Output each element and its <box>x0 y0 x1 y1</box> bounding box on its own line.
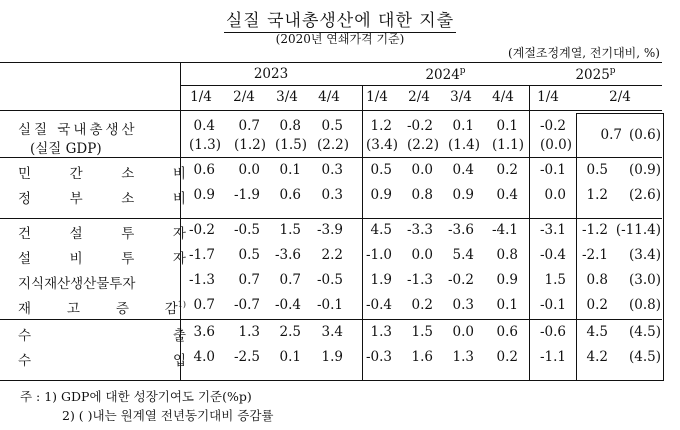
latest-quarter-box <box>576 113 664 381</box>
row-value: 0.9 <box>452 187 474 203</box>
row-value: 4.5 <box>370 222 392 238</box>
row-label-char: 설 <box>69 226 83 242</box>
row-value: 0.7 <box>193 297 215 313</box>
row-value: -2.5 <box>233 349 260 365</box>
row-value: 0.2 <box>496 349 518 365</box>
quarter-header: 3/4 <box>276 89 298 105</box>
row-yoy: (4.5) <box>628 349 661 365</box>
row-value: -0.4 <box>274 297 301 313</box>
footnote: 2) ( )내는 원계열 전년동기대비 증감률 <box>62 408 274 423</box>
row-label <box>18 247 186 267</box>
gdp-value: -0.2 <box>406 118 433 134</box>
row-label <box>18 222 186 242</box>
gdp-value: 0.7 <box>600 127 622 143</box>
table-rule <box>0 218 662 219</box>
table-rule <box>0 62 662 63</box>
row-value: 1.9 <box>370 272 392 288</box>
row-value: 2.5 <box>279 324 301 340</box>
row-label: 지식재산생산물투자 <box>18 276 136 292</box>
table-title: 실질 국내총생산에 대한 지출 <box>225 11 455 31</box>
row-value: -2.1 <box>581 247 608 263</box>
row-label-char: 투 <box>121 226 135 242</box>
row-value: -3.6 <box>447 222 474 238</box>
row-sublabel-gdp: (실질 GDP) <box>30 141 102 157</box>
quarter-header: 2/4 <box>233 89 255 105</box>
quarter-header: 1/4 <box>190 89 212 105</box>
row-label-char: 비 <box>172 166 186 182</box>
row-value: -0.4 <box>365 297 392 313</box>
row-label-char: 자 <box>172 226 186 242</box>
gdp-value: 0.1 <box>496 118 518 134</box>
row-value: -0.2 <box>188 222 215 238</box>
row-value: 0.0 <box>452 324 474 340</box>
row-value: 0.6 <box>193 162 215 178</box>
row-value: 4.0 <box>193 349 215 365</box>
row-value: -0.7 <box>233 297 260 313</box>
row-value: 1.6 <box>411 349 433 365</box>
row-value: 0.0 <box>411 162 433 178</box>
table-rule <box>0 157 662 158</box>
row-value: 0.0 <box>411 247 433 263</box>
row-label-char: 건 <box>18 226 32 242</box>
row-value: 1.5 <box>544 272 566 288</box>
row-value: -0.6 <box>539 324 566 340</box>
row-label-char: 투 <box>121 251 135 267</box>
row-value: -0.5 <box>233 222 260 238</box>
row-value: 1.9 <box>321 349 343 365</box>
row-value: 4.5 <box>586 324 608 340</box>
row-yoy: (3.0) <box>628 272 661 288</box>
row-value: 3.6 <box>193 324 215 340</box>
gdp-value: 1.2 <box>370 118 392 134</box>
row-value: -0.1 <box>316 297 343 313</box>
quarter-header: 1/4 <box>366 89 388 105</box>
quarter-header: 4/4 <box>492 89 514 105</box>
row-value: 0.9 <box>193 187 215 203</box>
row-label-char: 정 <box>18 191 32 207</box>
row-value: 1.3 <box>238 324 260 340</box>
table-subtitle: (2020년 연쇄가격 기준) <box>275 32 405 46</box>
row-label <box>18 187 186 207</box>
footnote: 주 : 1) GDP에 대한 성장기여도 기준(%p) <box>20 389 252 404</box>
row-value: -1.1 <box>539 349 566 365</box>
row-label-char: 입 <box>172 353 186 369</box>
row-value: 0.0 <box>238 162 260 178</box>
row-value: 0.3 <box>452 297 474 313</box>
row-value: 0.2 <box>496 162 518 178</box>
row-value: 0.5 <box>586 162 608 178</box>
gdp-value: 0.5 <box>321 118 343 134</box>
gdp-value: 0.4 <box>193 118 215 134</box>
row-value: -1.9 <box>233 187 260 203</box>
row-value: -0.2 <box>447 272 474 288</box>
gdp-yoy: (0.0) <box>539 137 572 153</box>
row-label-char: 고 <box>66 301 80 317</box>
row-label-char: 수 <box>18 353 32 369</box>
year-header: 2024$^p$ <box>425 66 466 83</box>
row-value: 0.9 <box>370 187 392 203</box>
row-value: 1.3 <box>452 349 474 365</box>
row-label-gdp: 실질 국내총생산 <box>18 122 138 138</box>
row-value: 1.5 <box>411 324 433 340</box>
row-yoy: (4.5) <box>628 324 661 340</box>
row-label-char: 민 <box>18 166 32 182</box>
row-value: -0.1 <box>539 297 566 313</box>
gdp-value: -0.2 <box>539 118 566 134</box>
row-value: 1.3 <box>370 324 392 340</box>
gdp-yoy: (3.4) <box>365 137 398 153</box>
row-value: 5.4 <box>452 247 474 263</box>
row-value: -1.7 <box>188 247 215 263</box>
gdp-yoy: (2.2) <box>406 137 439 153</box>
row-label-char: 수 <box>18 328 32 344</box>
row-value: 0.3 <box>321 162 343 178</box>
row-label-char: 간 <box>69 166 83 182</box>
row-label <box>18 349 186 369</box>
row-value: -0.3 <box>365 349 392 365</box>
row-value: 0.1 <box>279 162 301 178</box>
row-value: 0.4 <box>452 162 474 178</box>
row-yoy: (2.6) <box>628 187 661 203</box>
year-header: 2023 <box>253 66 289 82</box>
row-value: 0.8 <box>586 272 608 288</box>
table-rule <box>0 380 662 381</box>
table-rule <box>0 319 662 320</box>
quarter-header: 2/4 <box>408 89 430 105</box>
gdp-yoy: (1.1) <box>491 137 524 153</box>
table-rule <box>0 110 662 111</box>
row-label-char: 자 <box>172 251 186 267</box>
row-value: 0.2 <box>411 297 433 313</box>
row-value: -4.1 <box>491 222 518 238</box>
quarter-header: 4/4 <box>318 89 340 105</box>
row-value: 0.1 <box>279 349 301 365</box>
row-label-char: 출 <box>172 328 186 344</box>
row-label-char: 설 <box>18 251 32 267</box>
year-header: 2025$^p$ <box>575 66 616 83</box>
quarter-header: 3/4 <box>450 89 472 105</box>
row-value: 1.5 <box>279 222 301 238</box>
row-value: -1.2 <box>581 222 608 238</box>
gdp-yoy: (0.6) <box>628 127 661 143</box>
row-value: 3.4 <box>321 324 343 340</box>
row-value: -3.6 <box>274 247 301 263</box>
row-label <box>18 162 186 182</box>
row-value: -3.9 <box>316 222 343 238</box>
row-yoy: (3.4) <box>628 247 661 263</box>
row-value: -1.3 <box>406 272 433 288</box>
row-yoy: (0.8) <box>628 297 661 313</box>
row-value: -0.4 <box>539 247 566 263</box>
row-value: -1.3 <box>188 272 215 288</box>
row-label-char: 부 <box>69 191 83 207</box>
row-value: -3.1 <box>539 222 566 238</box>
row-value: -0.5 <box>316 272 343 288</box>
row-value: 0.7 <box>238 272 260 288</box>
gdp-value: 0.1 <box>452 118 474 134</box>
gdp-yoy: (1.3) <box>188 137 221 153</box>
row-value: 0.1 <box>496 297 518 313</box>
row-label <box>18 297 186 317</box>
row-value: 0.0 <box>544 187 566 203</box>
row-value: 2.2 <box>321 247 343 263</box>
row-value: 0.6 <box>496 324 518 340</box>
row-label-char: 소 <box>121 191 135 207</box>
row-yoy: (-11.4) <box>615 222 661 238</box>
unit-note: (계절조정계열, 전기대비, %) <box>508 46 660 60</box>
row-yoy: (0.9) <box>628 162 661 178</box>
gdp-yoy: (2.2) <box>316 137 349 153</box>
row-label-char: 증 <box>115 301 129 317</box>
row-value: 0.5 <box>370 162 392 178</box>
row-label-char: 비 <box>172 191 186 207</box>
gdp-value: 0.8 <box>279 118 301 134</box>
row-value: 0.8 <box>496 247 518 263</box>
row-value: 1.2 <box>586 187 608 203</box>
gdp-value: 0.7 <box>238 118 260 134</box>
row-label-char: 재 <box>18 301 32 317</box>
row-value: 0.6 <box>279 187 301 203</box>
row-label <box>18 324 186 344</box>
row-value: 0.5 <box>238 247 260 263</box>
table-rule <box>180 85 662 86</box>
row-label-char: 감$^{1)}$ <box>164 300 186 317</box>
row-label-char: 소 <box>121 166 135 182</box>
row-value: 0.2 <box>586 297 608 313</box>
row-label-char: 비 <box>69 251 83 267</box>
row-value: -3.3 <box>406 222 433 238</box>
row-value: 0.3 <box>321 187 343 203</box>
row-value: -0.1 <box>539 162 566 178</box>
row-value: 0.7 <box>279 272 301 288</box>
row-value: -1.0 <box>365 247 392 263</box>
row-value: 0.9 <box>496 272 518 288</box>
quarter-header: 1/4 <box>537 89 559 105</box>
row-value: 0.8 <box>411 187 433 203</box>
row-value: 4.2 <box>586 349 608 365</box>
row-value: 0.4 <box>496 187 518 203</box>
gdp-yoy: (1.4) <box>447 137 480 153</box>
quarter-header: 2/4 <box>609 89 631 105</box>
gdp-yoy: (1.5) <box>274 137 307 153</box>
gdp-yoy: (1.2) <box>233 137 266 153</box>
